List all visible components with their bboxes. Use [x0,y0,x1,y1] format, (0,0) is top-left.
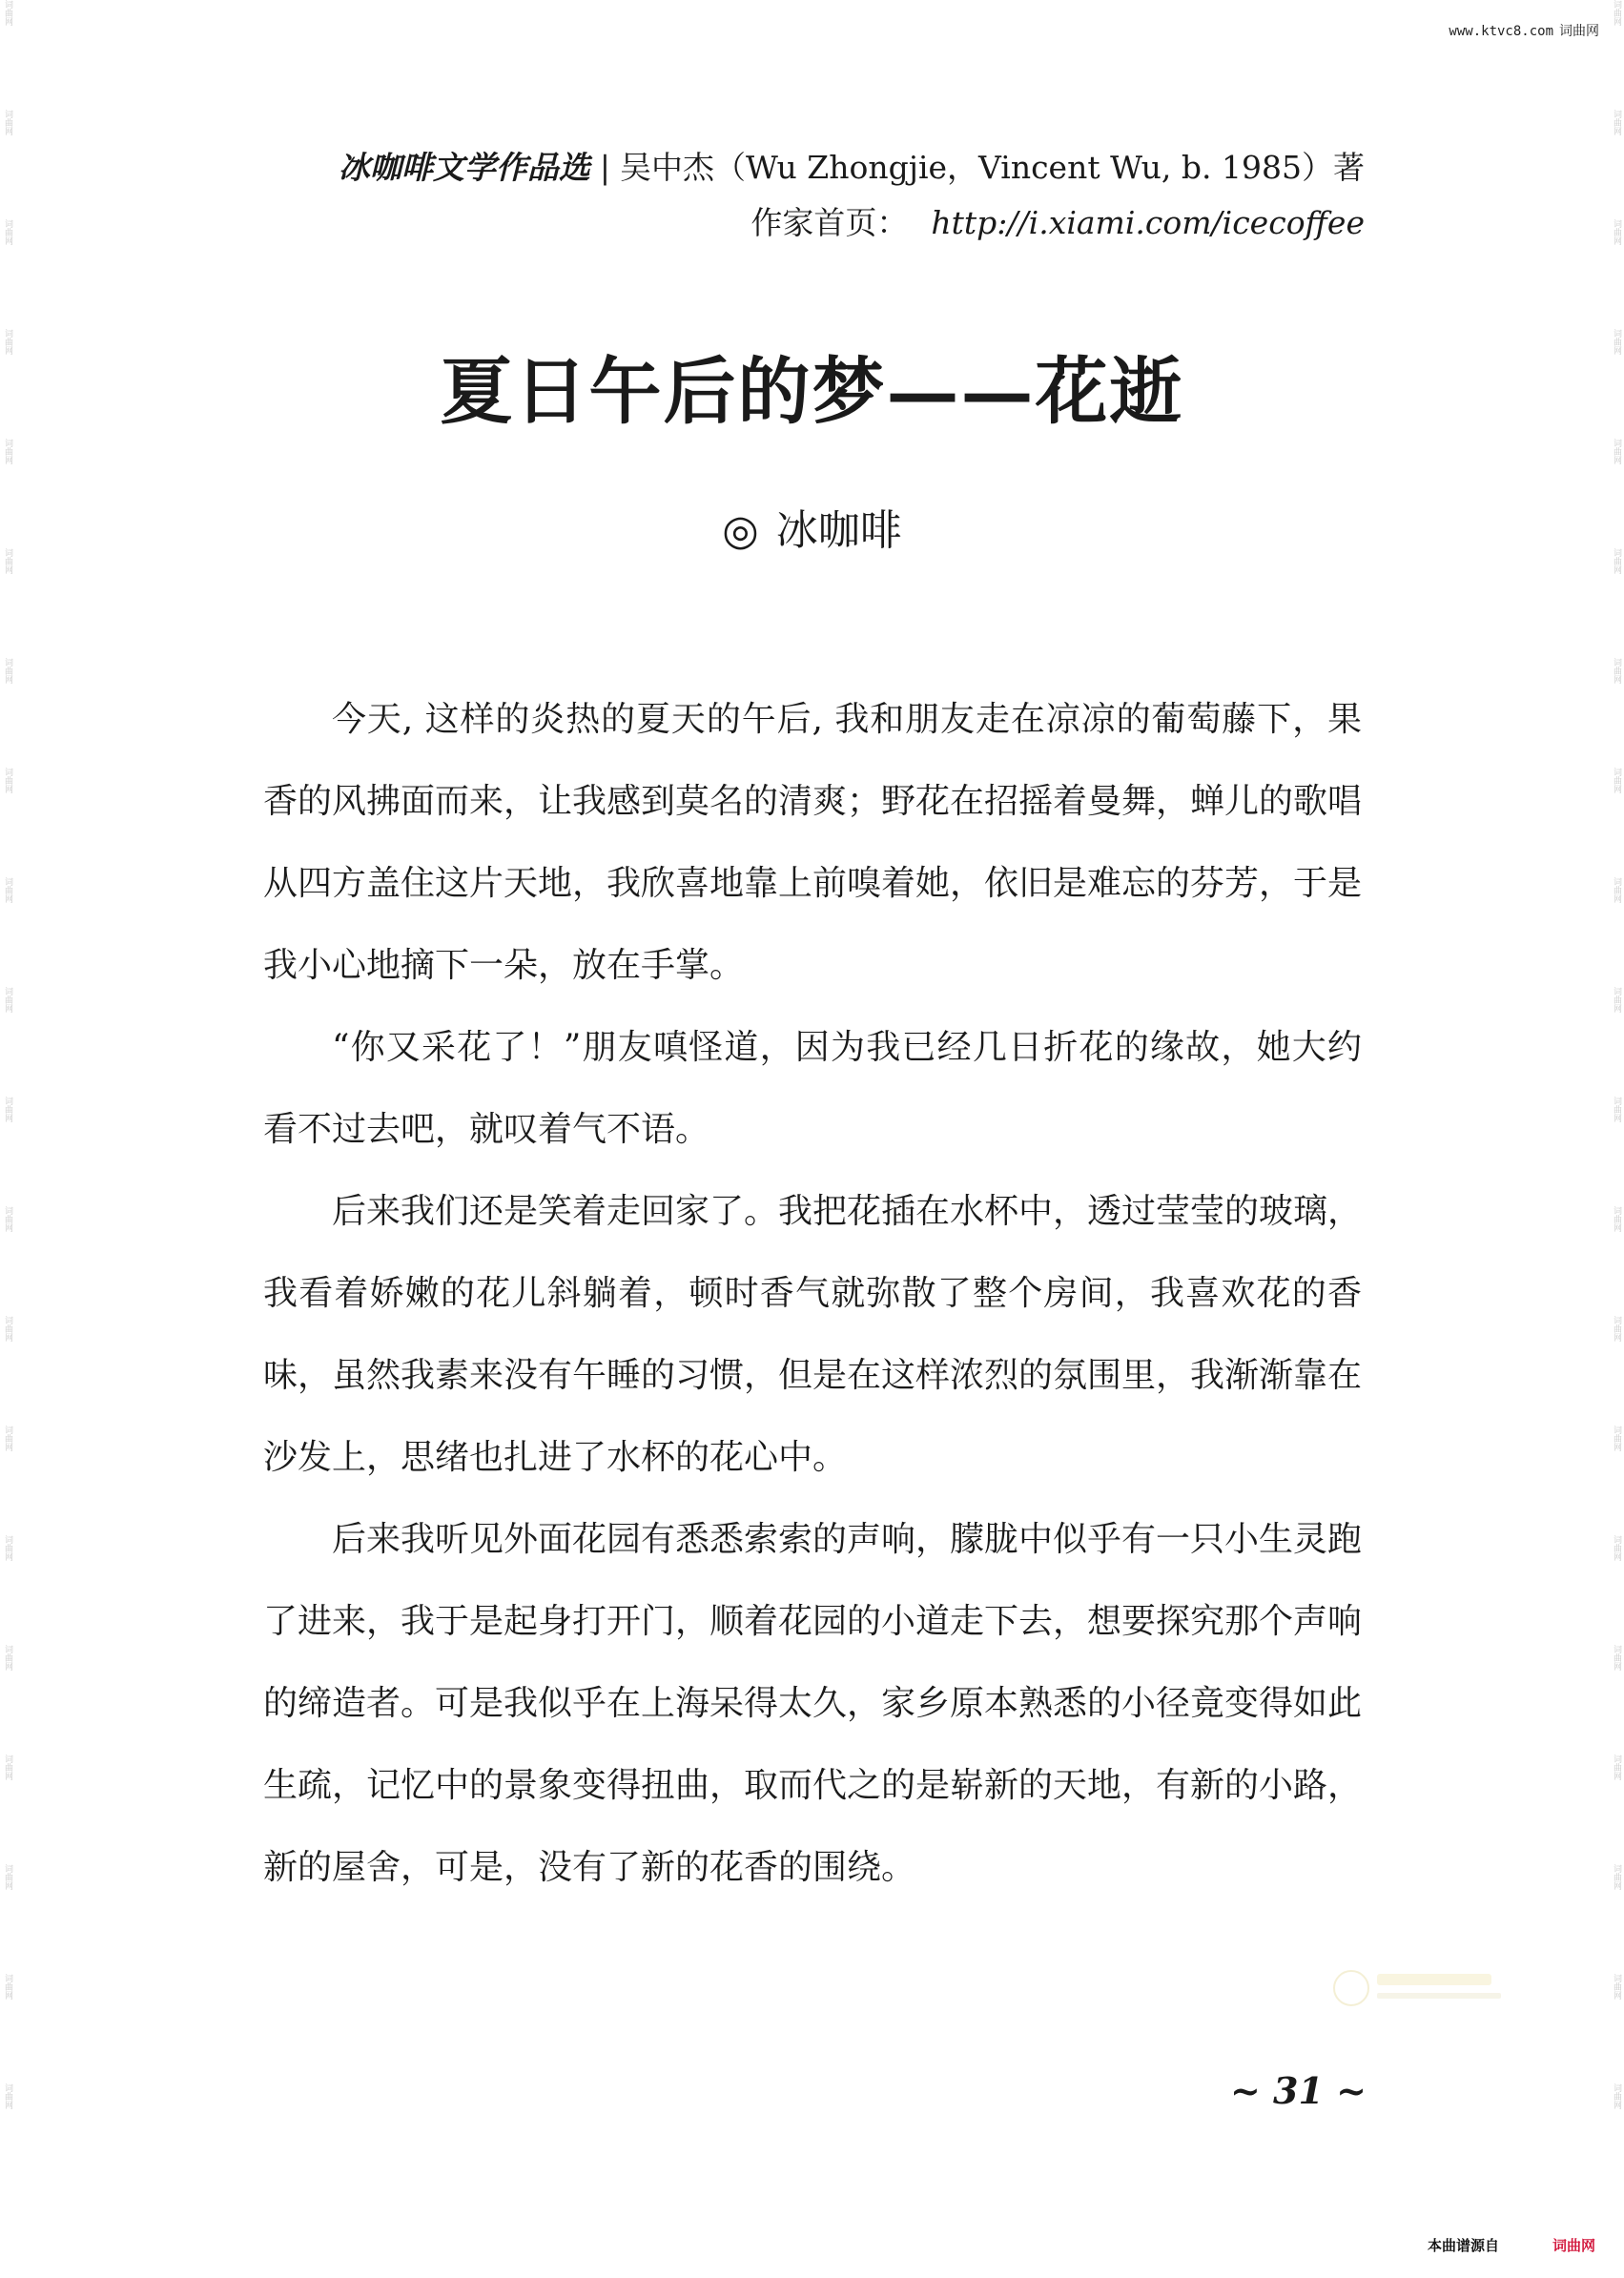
watermark-text: 词曲网 [1612,1974,1621,2000]
article-body [263,679,1362,1909]
homepage-label: 作家首页： [750,204,909,241]
author-credit: 吴中杰（Wu Zhongjie，Vincent Wu, b. 1985）著 [619,149,1365,186]
watermark-text: 词曲网 [1612,987,1621,1013]
byline-mark-icon: ◎ [722,506,759,555]
watermark-text: 词曲网 [1612,768,1621,793]
watermark-text: 词曲网 [3,110,12,135]
watermark-text: 词曲网 [3,0,12,26]
watermark-text: 词曲网 [3,1535,12,1561]
article-title: 夏日午后的梦——花逝 [440,349,1184,434]
watermark-text: 词曲网 [3,987,12,1013]
watermark-text: 词曲网 [3,768,12,793]
watermark-text: 词曲网 [1612,1755,1621,1780]
watermark-text: 词曲网 [1612,2083,1621,2109]
logo-circle-icon [1333,1970,1369,2006]
watermark-text: 词曲网 [3,1097,12,1122]
watermark-text: 词曲网 [1612,877,1621,903]
watermark-text: 词曲网 [1612,1645,1621,1671]
watermark-text: 词曲网 [3,1755,12,1780]
watermark-text: 词曲网 [3,1974,12,2000]
site-url[interactable]: www.ktvc8.com [1449,24,1553,39]
logo-text-mark [1377,1974,1491,1985]
site-stamp [1449,21,1599,40]
watermark-text: 词曲网 [3,439,12,464]
watermark-text: 词曲网 [3,1864,12,1890]
watermark-text: 词曲网 [1612,1316,1621,1342]
watermark-text: 词曲网 [3,1426,12,1451]
watermark-text: 词曲网 [1612,219,1621,245]
watermark-text: 词曲网 [3,548,12,574]
logo-url-mark [1377,1993,1501,1999]
watermark-text: 词曲网 [3,329,12,355]
paragraph: 今天, 这样的炎热的夏天的午后, 我和朋友走在凉凉的葡萄藤下，果香的风拂面而来，让我感到莫名的清爽；野花在招摇着曼舞，蝉儿的歌唱从四方盖住这片天地，我欣喜地靠上前嗅着她，依旧是难忘的芬芳，于是我小心地摘下一朵，放在手掌。 [263,700,1363,985]
watermark-text: 词曲网 [1612,1535,1621,1561]
byline-author: 冰咖啡 [775,506,902,555]
watermark-text: 词曲网 [3,1316,12,1342]
header-homepage-line [339,198,1365,248]
watermark-text: 词曲网 [1612,439,1621,464]
watermark-text: 词曲网 [3,658,12,684]
watermark-text: 词曲网 [1612,1097,1621,1122]
watermark-text: 词曲网 [1612,548,1621,574]
watermark-text: 词曲网 [1612,1426,1621,1451]
footer-source-label: 本曲谱源自 [1427,2237,1499,2254]
watermark-text: 词曲网 [3,219,12,245]
watermark-text: 词曲网 [3,1206,12,1232]
watermark-text: 词曲网 [1612,329,1621,355]
header-series-line [339,143,1365,193]
watermark-text: 词曲网 [3,2083,12,2109]
page-number: ~ 31 ~ [1229,2069,1367,2112]
paragraph: 后来我听见外面花园有悉悉索索的声响，朦胧中似乎有一只小生灵跑了进来，我于是起身打开门，顺着花园的小道走下去，想要探究那个声响的缔造者。可是我似乎在上海呆得太久，家乡原本熟悉的小径竟变得如此生疏，记忆中的景象变得扭曲，取而代之的是崭新的天地，有新的小路，新的屋舍，可是，没有了新的花香的围绕。 [263,1520,1363,1887]
running-header [339,143,1365,248]
site-brand: 词曲网 [1559,24,1599,39]
watermark-text: 词曲网 [1612,658,1621,684]
homepage-link[interactable]: http://i.xiami.com/icecoffee [931,204,1365,241]
watermark-text: 词曲网 [1612,1206,1621,1232]
header-separator: | [599,149,610,186]
watermark-text: 词曲网 [1612,110,1621,135]
paragraph: 后来我们还是笑着走回家了。我把花插在水杯中，透过莹莹的玻璃，我看着娇嫩的花儿斜躺着，顿时香气就弥散了整个房间，我喜欢花的香味，虽然我素来没有午睡的习惯，但是在这样浓烈的氛围里，我渐渐靠在沙发上，思绪也扎进了水杯的花心中。 [263,1192,1363,1477]
footer-brand[interactable]: 词曲网 [1552,2237,1595,2254]
paragraph: “你又采花了！”朋友嗔怪道，因为我已经几日折花的缘故，她大约看不过去吧，就叹着气不语。 [263,1028,1362,1149]
byline [0,496,1624,557]
series-name: 冰咖啡文学作品选 [338,149,590,186]
watermark-text: 词曲网 [3,1645,12,1671]
footer-credit [1428,2235,1595,2255]
watermark-text: 词曲网 [1612,1864,1621,1890]
watermark-text: 词曲网 [1612,0,1621,26]
watermark-text: 词曲网 [3,877,12,903]
faint-logo-watermark [1333,1964,1505,2012]
